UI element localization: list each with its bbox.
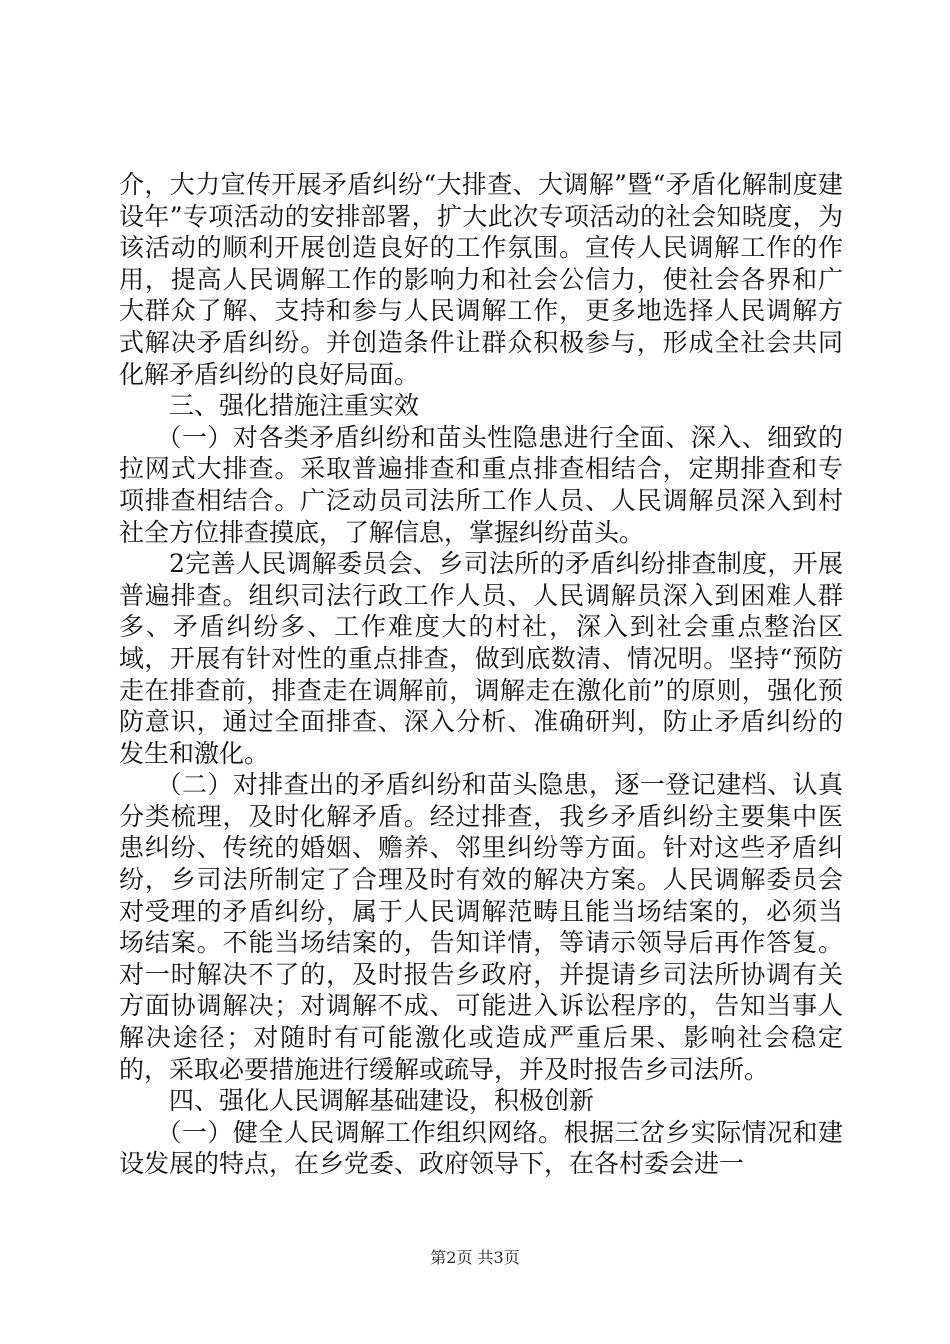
paragraph-3-2: 2完善人民调解委员会、乡司法所的矛盾纠纷排查制度，开展普遍排查。组织司法行政工作人员、人民调解员深入到困难人群多、矛盾纠纷多、工作难度大的村社，深入到社会重点整治区域，开展有针对性的重点排查，做到底数清、情况明。坚持“预防走在排查前，排查走在调解前，调解走在激化前”的原则，强化预防意识，通过全面排查、深入分析、准确研判，防止矛盾纠纷的发生和激化。 — [119, 549, 843, 768]
paragraph-3-1: （一）对各类矛盾纠纷和苗头性隐患进行全面、深入、细致的拉网式大排查。采取普遍排查和重点排查相结合，定期排查和专项排查相结合。广泛动员司法所工作人员、人民调解员深入到村社全方位排查摸底，了解信息，掌握纠纷苗头。 — [119, 422, 843, 547]
section-heading-4: 四、强化人民调解基础建设，积极创新 — [169, 1086, 595, 1116]
paragraph-4-1: （一）健全人民调解工作组织网络。根据三岔乡实际情况和建设发展的特点，在乡党委、政府领导下，在各村委会进一 — [119, 1117, 843, 1179]
section-heading-3: 三、强化措施注重实效 — [169, 391, 420, 421]
paragraph-continuation: 介，大力宣传开展矛盾纠纷“大排查、大调解”暨“矛盾化解制度建设年”专项活动的安排部署，扩大此次专项活动的社会知晓度，为该活动的顺利开展创造良好的工作氛围。宣传人民调解工作的作用，提高人民调解工作的影响力和社会公信力，使社会各界和广大群众了解、支持和参与人民调解工作，更多地选择人民调解方式解决矛盾纠纷。并创造条件让群众积极参与，形成全社会共同化解矛盾纠纷的良好局面。 — [119, 170, 843, 389]
page-number-footer: 第2页 共3页 — [430, 1248, 520, 1267]
paragraph-3-3: （二）对排查出的矛盾纠纷和苗头隐患，逐一登记建档、认真分类梳理，及时化解矛盾。经过排查，我乡矛盾纠纷主要集中医患纠纷、传统的婚姻、赡养、邻里纠纷等方面。针对这些矛盾纠纷，乡司法所制定了合理及时有效的解决方案。人民调解委员会对受理的矛盾纠纷，属于人民调解范畴且能当场结案的，必须当场结案。不能当场结案的，告知详情，等请示领导后再作答复。对一时解决不了的，及时报告乡政府，并提请乡司法所协调有关方面协调解决；对调解不成、可能进入诉讼程序的，告知当事人解决途径；对随时有可能激化或造成严重后果、影响社会稳定的，采取必要措施进行缓解或疏导，并及时报告乡司法所。 — [119, 770, 843, 1084]
document-body — [119, 169, 843, 1180]
